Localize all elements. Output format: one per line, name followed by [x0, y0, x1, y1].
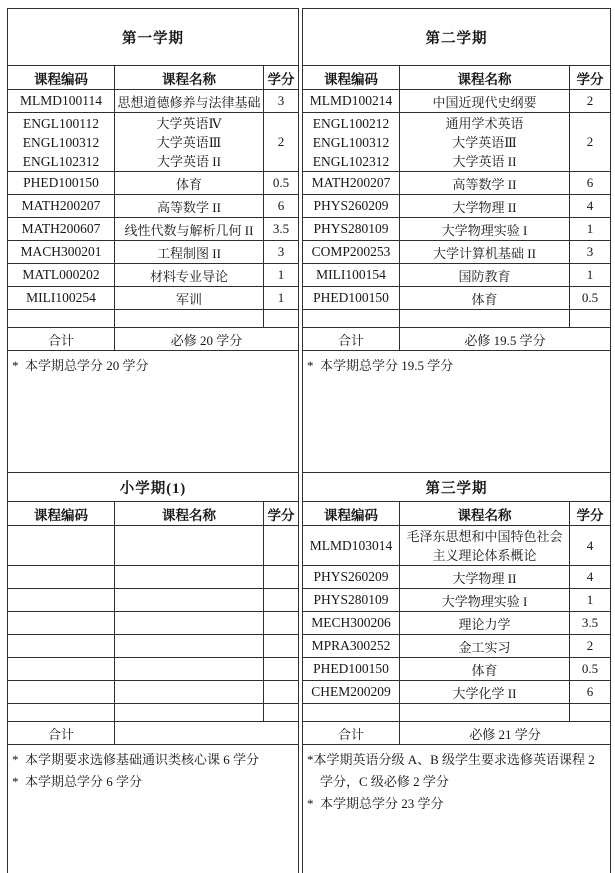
course-row — [303, 612, 611, 635]
course-name-line: 主义理论体系概论 — [432, 547, 537, 563]
note-line: * 本学期总学分 6 学分 — [12, 774, 143, 789]
blank-cell — [8, 310, 115, 328]
course-code — [8, 658, 115, 681]
notes-row — [8, 351, 299, 473]
course-row — [8, 287, 299, 310]
course-row — [303, 90, 611, 113]
blank-cell — [303, 310, 400, 328]
course-credit — [264, 566, 299, 589]
course-code: MATL000202 — [8, 264, 115, 287]
course-code-line: ENGL100212 — [312, 115, 390, 131]
course-row — [303, 264, 611, 287]
course-name: 工程制图 II — [115, 241, 264, 264]
semester-title-row — [303, 9, 611, 66]
course-name-line: 大学英语 II — [157, 153, 221, 169]
course-row — [8, 172, 299, 195]
course-credit: 3.5 — [264, 218, 299, 241]
course-name: 体育 — [115, 172, 264, 195]
semester-1-section — [8, 9, 299, 90]
course-code — [8, 526, 115, 566]
semester-3-notes — [303, 745, 611, 873]
course-code: PHED100150 — [8, 172, 115, 195]
course-code-line: ENGL100312 — [22, 134, 100, 150]
course-name — [115, 589, 264, 612]
total-label: 合计 — [8, 328, 115, 351]
blank-cell — [303, 704, 400, 722]
course-name — [115, 681, 264, 704]
course-code: PHYS260209 — [303, 566, 400, 589]
total-row — [8, 722, 299, 745]
total-value: 必修 20 学分 — [115, 328, 299, 351]
header-course-code: 课程编码 — [8, 502, 115, 526]
course-row — [8, 635, 299, 658]
course-name — [115, 526, 264, 566]
course-row — [8, 113, 299, 172]
course-code — [8, 635, 115, 658]
course-credit: 1 — [570, 218, 611, 241]
course-code: MATH200207 — [8, 195, 115, 218]
course-name: 大学物理实验 I — [400, 589, 570, 612]
course-row — [303, 218, 611, 241]
right-column — [302, 8, 610, 873]
course-row — [303, 287, 611, 310]
course-row — [303, 195, 611, 218]
small-semester-1-footer — [8, 704, 299, 873]
semester-3-section — [303, 473, 611, 526]
blank-cell — [400, 310, 570, 328]
course-name: 高等数学 II — [115, 195, 264, 218]
course-name: 思想道德修养与法律基础 — [115, 90, 264, 113]
course-credit: 0.5 — [570, 658, 611, 681]
course-name: 理论力学 — [400, 612, 570, 635]
header-course-code: 课程编码 — [303, 66, 400, 90]
course-code: PHYS280109 — [303, 589, 400, 612]
course-name: 大学化学 II — [400, 681, 570, 704]
course-credit — [264, 681, 299, 704]
blank-cell — [264, 704, 299, 722]
course-credit: 6 — [570, 172, 611, 195]
course-name — [400, 113, 570, 172]
course-name-line: 大学英语 II — [452, 153, 517, 169]
semester-2-footer — [303, 310, 611, 473]
course-name — [115, 635, 264, 658]
semester-3-footer — [303, 704, 611, 873]
blank-cell — [8, 704, 115, 722]
course-row — [8, 526, 299, 566]
total-value — [115, 722, 299, 745]
course-row — [303, 172, 611, 195]
course-credit: 3 — [264, 241, 299, 264]
course-name-line: 通用学术英语 — [445, 115, 524, 131]
course-row — [303, 589, 611, 612]
note-line: * 本学期总学分 19.5 学分 — [307, 358, 454, 373]
header-course-code: 课程编码 — [8, 66, 115, 90]
course-name: 国防教育 — [400, 264, 570, 287]
course-code: PHED100150 — [303, 287, 400, 310]
blank-cell — [264, 310, 299, 328]
course-name: 大学物理实验 I — [400, 218, 570, 241]
course-code — [8, 566, 115, 589]
course-name-line: 毛泽东思想和中国特色社会 — [406, 528, 563, 544]
course-code: MACH300201 — [8, 241, 115, 264]
small-semester-1-title: 小学期(1) — [8, 473, 299, 502]
course-code: MLMD100114 — [8, 90, 115, 113]
course-name: 线性代数与解析几何 II — [115, 218, 264, 241]
note-line: * 本学期总学分 23 学分 — [307, 796, 444, 811]
course-credit: 1 — [570, 264, 611, 287]
course-code: PHYS280109 — [303, 218, 400, 241]
course-credit: 3 — [570, 241, 611, 264]
course-name: 体育 — [400, 287, 570, 310]
course-code — [8, 589, 115, 612]
course-name — [115, 658, 264, 681]
course-name — [115, 113, 264, 172]
course-name: 材料专业导论 — [115, 264, 264, 287]
blank-cell — [115, 310, 264, 328]
header-credit: 学分 — [264, 502, 299, 526]
course-credit: 2 — [570, 90, 611, 113]
right-column-table — [302, 8, 611, 873]
semester-2-title: 第二学期 — [303, 9, 611, 66]
course-credit: 2 — [264, 113, 299, 172]
course-name: 大学计算机基础 II — [400, 241, 570, 264]
course-name-line: 大学英语Ⅲ — [452, 134, 517, 150]
course-credit: 2 — [570, 113, 611, 172]
note-line: * 本学期总学分 20 学分 — [12, 358, 149, 373]
course-code: MLMD100214 — [303, 90, 400, 113]
header-course-name: 课程名称 — [400, 502, 570, 526]
course-credit: 2 — [570, 635, 611, 658]
semester-2-section — [303, 9, 611, 90]
course-credit: 1 — [570, 589, 611, 612]
total-row — [8, 328, 299, 351]
course-code — [303, 113, 400, 172]
course-row — [8, 612, 299, 635]
course-row — [8, 681, 299, 704]
course-row — [8, 658, 299, 681]
course-name: 金工实习 — [400, 635, 570, 658]
course-name: 体育 — [400, 658, 570, 681]
total-value: 必修 21 学分 — [400, 722, 611, 745]
header-course-name: 课程名称 — [115, 66, 264, 90]
course-code: PHED100150 — [303, 658, 400, 681]
semester-1-footer — [8, 310, 299, 473]
course-row — [8, 90, 299, 113]
header-credit: 学分 — [264, 66, 299, 90]
blank-cell — [570, 704, 611, 722]
course-name: 中国近现代史纲要 — [400, 90, 570, 113]
course-credit: 4 — [570, 195, 611, 218]
course-code: CHEM200209 — [303, 681, 400, 704]
total-label: 合计 — [8, 722, 115, 745]
small-semester-1-section — [8, 473, 299, 526]
semester-1-notes — [8, 351, 299, 473]
course-name — [400, 526, 570, 566]
course-row — [303, 566, 611, 589]
course-code — [8, 612, 115, 635]
course-credit: 0.5 — [570, 287, 611, 310]
course-name — [115, 612, 264, 635]
course-row — [8, 589, 299, 612]
course-name: 大学物理 II — [400, 195, 570, 218]
course-credit: 6 — [570, 681, 611, 704]
blank-row — [303, 310, 611, 328]
blank-row — [303, 704, 611, 722]
header-course-code: 课程编码 — [303, 502, 400, 526]
course-row — [8, 566, 299, 589]
course-credit — [264, 658, 299, 681]
blank-row — [8, 310, 299, 328]
course-code — [8, 681, 115, 704]
course-credit: 3 — [264, 90, 299, 113]
course-name-line: 大学英语Ⅳ — [156, 115, 222, 131]
course-code: PHYS260209 — [303, 195, 400, 218]
semester-1-course-rows — [8, 90, 299, 310]
semester-title-row — [303, 473, 611, 502]
course-name: 军训 — [115, 287, 264, 310]
semester-2-course-rows — [303, 90, 611, 310]
semester-1-title: 第一学期 — [8, 9, 299, 66]
header-course-name: 课程名称 — [115, 502, 264, 526]
header-course-name: 课程名称 — [400, 66, 570, 90]
column-header-row — [8, 502, 299, 526]
total-row — [303, 328, 611, 351]
semester-title-row — [8, 473, 299, 502]
header-credit: 学分 — [570, 502, 611, 526]
column-header-row — [303, 66, 611, 90]
total-row — [303, 722, 611, 745]
course-code: MPRA300252 — [303, 635, 400, 658]
course-credit: 1 — [264, 264, 299, 287]
note-line: *本学期英语分级 A、B 级学生要求选修英语课程 2 学分，C 级必修 2 学分 — [307, 752, 599, 789]
course-name: 高等数学 II — [400, 172, 570, 195]
semester-title-row — [8, 9, 299, 66]
course-name-line: 大学英语Ⅲ — [156, 134, 222, 150]
notes-row — [303, 351, 611, 473]
small-semester-1-notes — [8, 745, 299, 873]
course-name: 大学物理 II — [400, 566, 570, 589]
blank-row — [8, 704, 299, 722]
course-code: MECH300206 — [303, 612, 400, 635]
column-header-row — [8, 66, 299, 90]
course-credit — [264, 612, 299, 635]
notes-row — [8, 745, 299, 873]
total-label: 合计 — [303, 722, 400, 745]
course-name — [115, 566, 264, 589]
course-credit: 4 — [570, 526, 611, 566]
left-column-table — [7, 8, 299, 873]
column-header-row — [303, 502, 611, 526]
course-code: MATH200607 — [8, 218, 115, 241]
semester-3-title: 第三学期 — [303, 473, 611, 502]
course-code-line: ENGL102312 — [22, 153, 100, 169]
course-credit: 4 — [570, 566, 611, 589]
course-row — [303, 635, 611, 658]
course-code-line: ENGL102312 — [312, 153, 390, 169]
notes-row — [303, 745, 611, 873]
course-row — [8, 195, 299, 218]
course-credit — [264, 526, 299, 566]
header-credit: 学分 — [570, 66, 611, 90]
course-row — [8, 264, 299, 287]
course-code: MLMD103014 — [303, 526, 400, 566]
note-line: * 本学期要求选修基础通识类核心课 6 学分 — [12, 752, 260, 767]
course-credit: 0.5 — [264, 172, 299, 195]
course-code — [8, 113, 115, 172]
semester-2-notes — [303, 351, 611, 473]
course-code-line: ENGL100312 — [312, 134, 390, 150]
left-column — [7, 8, 298, 873]
course-row — [303, 113, 611, 172]
course-row — [303, 241, 611, 264]
course-code-line: ENGL100112 — [23, 115, 99, 131]
course-credit: 3.5 — [570, 612, 611, 635]
small-semester-1-course-rows — [8, 526, 299, 704]
course-code: MILI100254 — [8, 287, 115, 310]
course-code: MATH200207 — [303, 172, 400, 195]
course-code: MILI100154 — [303, 264, 400, 287]
blank-cell — [115, 704, 264, 722]
course-row — [303, 681, 611, 704]
course-row — [8, 218, 299, 241]
total-label: 合计 — [303, 328, 400, 351]
course-credit — [264, 635, 299, 658]
course-code: COMP200253 — [303, 241, 400, 264]
blank-cell — [570, 310, 611, 328]
blank-cell — [400, 704, 570, 722]
course-row — [303, 658, 611, 681]
course-row — [303, 526, 611, 566]
course-credit — [264, 589, 299, 612]
course-credit: 1 — [264, 287, 299, 310]
course-row — [8, 241, 299, 264]
total-value: 必修 19.5 学分 — [400, 328, 611, 351]
semester-3-course-rows — [303, 526, 611, 704]
course-credit: 6 — [264, 195, 299, 218]
